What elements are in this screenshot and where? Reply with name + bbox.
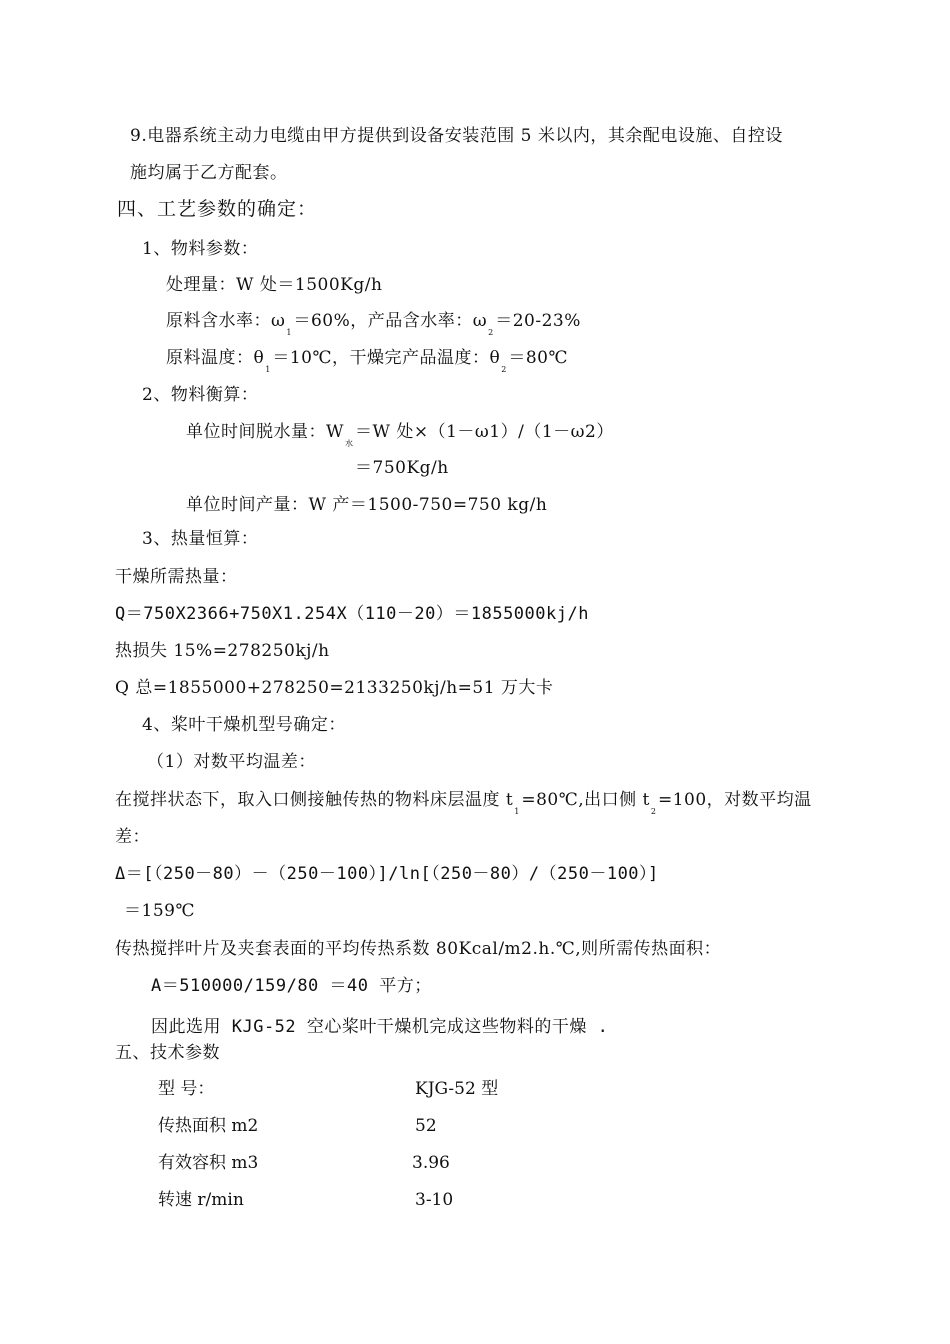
- spec-value: 52: [415, 1116, 437, 1136]
- s4-area: A＝510000/159/80 ＝40 平方；: [151, 976, 432, 996]
- spec-label: 有效容积 m3: [158, 1153, 259, 1173]
- s2-water-text-b: ＝W 处×（1－ω1）/（1－ω2）: [354, 422, 614, 442]
- s4-para-text-a: 在搅拌状态下，取入口侧接触传热的物料床层温度 t: [115, 790, 514, 810]
- item9-line2: 施均属于乙方配套。: [130, 163, 288, 183]
- s1-temp-text-b: ＝10℃，干燥完产品温度：θ: [272, 348, 501, 368]
- s1-moisture-text-a: 原料含水率：ω: [166, 311, 286, 331]
- s2-water-removal: [186, 421, 614, 446]
- s4-para-text-b: =80℃,出口侧 t: [521, 790, 650, 810]
- spec-value: KJG-52 型: [415, 1079, 499, 1099]
- s4-delta-formula: Δ＝[（250－80）－（250－100）]/ln[（250－80）/（250－100）]: [115, 864, 659, 884]
- item9-line1: 9.电器系统主动力电缆由甲方提供到设备安装范围 5 米以内，其余配电设施、自控设: [130, 126, 783, 146]
- s3-heat-loss: 热损失 15%=278250kj/h: [115, 641, 330, 661]
- s4-paragraph-line1: [115, 789, 812, 814]
- section5-heading: 五、技术参数: [115, 1043, 220, 1063]
- s3-q-formula: Q＝750X2366+750X1.254X（110－20）＝1855000kj/h: [115, 604, 589, 624]
- s3-total-heat: Q 总=1855000+278250=2133250kj/h=51 万大卡: [115, 678, 554, 698]
- s3-heat-label: 干燥所需热量：: [115, 567, 238, 587]
- spec-value: 3.96: [412, 1153, 450, 1173]
- s4-delta-result: ＝159℃: [124, 901, 195, 921]
- s1-throughput: 处理量：W 处＝1500Kg/h: [166, 275, 383, 295]
- spec-label: 型 号：: [158, 1079, 215, 1099]
- s1-temp-text-c: ＝80℃: [508, 348, 568, 368]
- spec-label: 传热面积 m2: [158, 1116, 259, 1136]
- s4-choice: 因此选用 KJG-52 空心桨叶干燥机完成这些物料的干燥 .: [151, 1017, 609, 1037]
- section4-heading: 四、工艺参数的确定：: [117, 198, 318, 220]
- s1-moisture: [166, 310, 581, 335]
- s1-temp-text-a: 原料温度：θ: [166, 348, 265, 368]
- s4-paragraph-line2: 差：: [115, 827, 150, 847]
- s1-moisture-text-b: ＝60%，产品含水率：ω: [293, 311, 488, 331]
- subscript: 水: [344, 439, 353, 448]
- s2-water-text-a: 单位时间脱水量：W: [186, 422, 344, 442]
- s2-water-result: ＝750Kg/h: [355, 458, 449, 478]
- subscript: 1: [265, 365, 271, 374]
- spec-value: 3-10: [415, 1190, 454, 1210]
- s1-temperature: [166, 347, 568, 372]
- subscript: 2: [650, 807, 656, 816]
- subscript: 1: [286, 328, 292, 337]
- s3-title: 3、热量恒算：: [142, 529, 259, 549]
- s2-output: 单位时间产量：W 产＝1500-750=750 kg/h: [186, 495, 548, 515]
- s1-moisture-text-c: ＝20-23%: [495, 311, 581, 331]
- subscript: 1: [514, 807, 520, 816]
- s4-title: 4、桨叶干燥机型号确定：: [142, 715, 346, 735]
- subscript: 2: [488, 328, 494, 337]
- s4-subtitle: （1）对数平均温差：: [147, 752, 316, 772]
- s1-title: 1、物料参数：: [142, 239, 259, 259]
- s4-coefficient: 传热搅拌叶片及夹套表面的平均传热系数 80Kcal/m2.h.℃,则所需传热面积：: [115, 939, 722, 959]
- subscript: 2: [501, 365, 507, 374]
- s4-para-text-c: =100，对数平均温: [657, 790, 812, 810]
- s2-title: 2、物料衡算：: [142, 385, 259, 405]
- spec-label: 转速 r/min: [158, 1190, 244, 1210]
